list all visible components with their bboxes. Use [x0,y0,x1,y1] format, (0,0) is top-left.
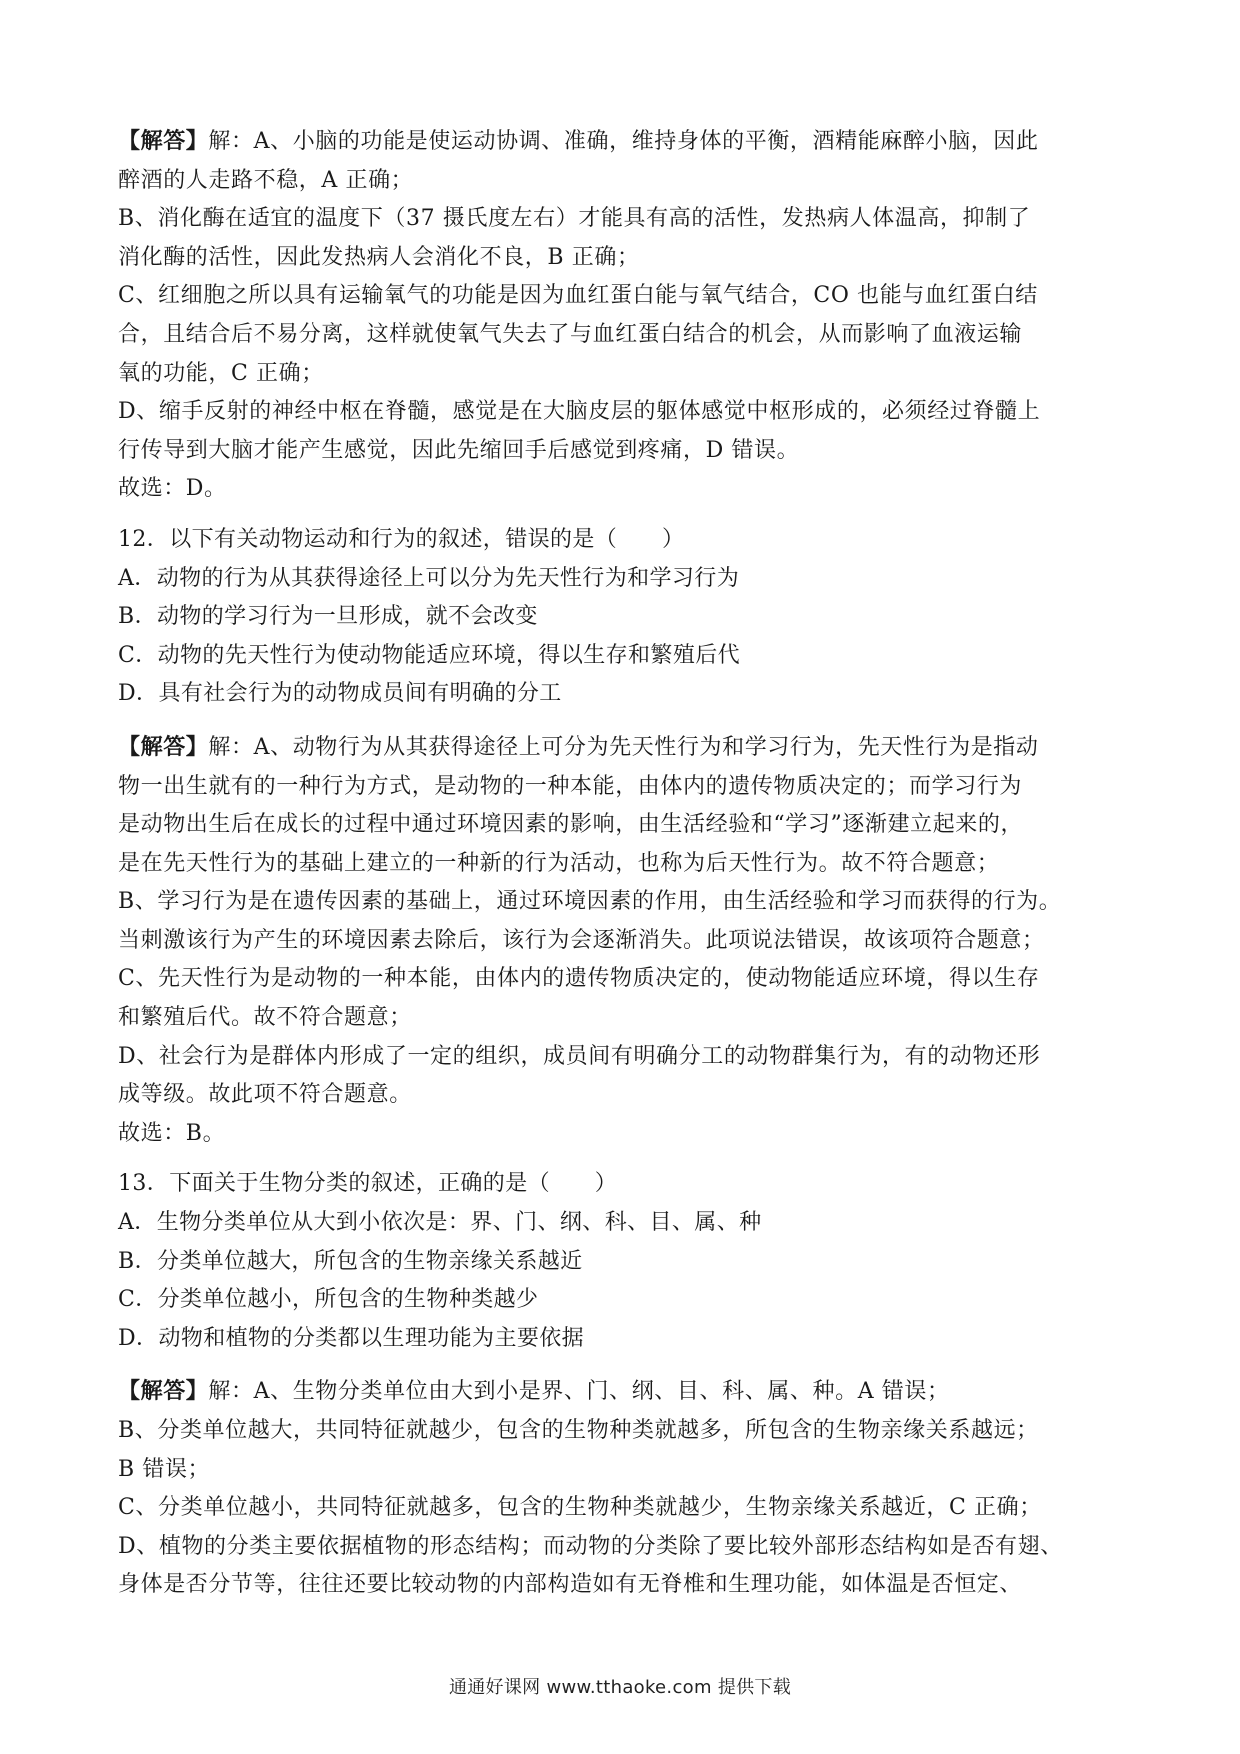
answer-line: 行传导到大脑才能产生感觉，因此先缩回手后感觉到疼痛，D 错误。 [118,437,800,463]
answer-line: D、缩手反射的神经中枢在脊髓，感觉是在大脑皮层的躯体感觉中枢形成的，必须经过脊髓上 [118,399,1041,425]
answer-line: 【解答】解：A、动物行为从其获得途径上可分为先天性行为和学习行为，先天性行为是指动 [118,733,1039,760]
answer-line: 当刺激该行为产生的环境因素去除后，该行为会逐渐消失。此项说法错误，故该项符合题意； [118,927,1045,953]
answer-line: 成等级。故此项不符合题意。 [118,1082,412,1108]
answer-tag: 【解答】 [118,1378,209,1405]
question-option: C．动物的先天性行为使动物能适应环境，得以生存和繁殖后代 [118,642,741,668]
answer-line: 是动物出生后在成长的过程中通过环境因素的影响，由生活经验和“学习”逐渐建立起来的， [118,812,1024,838]
answer-line: 和繁殖后代。故不符合题意； [118,1005,412,1031]
answer-line: B、消化酶在适宜的温度下（37 摄氏度左右）才能具有高的活性，发热病人体温高，抑制了 [118,206,1031,232]
answer-line: 身体是否分节等，往往还要比较动物的内部构造如有无脊椎和生理功能，如体温是否恒定、 [118,1572,1023,1598]
answer-line: 【解答】解：A、生物分类单位由大到小是界、门、纲、目、科、属、种。A 错误； [118,1378,950,1405]
answer-tag: 【解答】 [118,128,209,154]
answer-line: B、分类单位越大，共同特征就越少，包含的生物种类就越多，所包含的生物亲缘关系越远； [118,1418,1039,1443]
answer-line: C、分类单位越小，共同特征就越多，包含的生物种类就越少，生物亲缘关系越近，C 正确； [118,1495,1042,1521]
question-stem: 13．下面关于生物分类的叙述，正确的是（ ） [118,1171,618,1197]
answer-line: 【解答】解：A、小脑的功能是使运动协调、准确，维持身体的平衡，酒精能麻醉小脑，因此 [118,128,1039,154]
question-option: D．具有社会行为的动物成员间有明确的分工 [118,681,562,707]
answer-line: 是在先天性行为的基础上建立的一种新的行为活动，也称为后天性行为。故不符合题意； [118,850,1000,876]
answer-choice-line: 故选：B。 [118,1120,226,1146]
page-footer: 通通好课网 www.tthaoke.com 提供下载 [448,1677,792,1698]
answer-13 [118,1372,1122,1605]
answer-line: C、红细胞之所以具有运输氧气的功能是因为血红蛋白能与氧气结合，CO 也能与血红蛋白结 [118,283,1038,309]
question-option: C．分类单位越小，所包含的生物种类越少 [118,1287,539,1313]
answer-line: 醉酒的人走路不稳，A 正确； [118,167,414,193]
answer-line: 合，且结合后不易分离，这样就使氧气失去了与血红蛋白结合的机会，从而影响了血液运输 [118,321,1023,347]
answer-12 [118,728,1122,1154]
answer-line: C、先天性行为是动物的一种本能，由体内的遗传物质决定的，使动物能适应环境，得以生存 [118,966,1040,992]
question-13 [118,1165,1122,1358]
question-option: D．动物和植物的分类都以生理功能为主要依据 [118,1325,585,1351]
question-option: B．分类单位越大，所包含的生物亲缘关系越近 [118,1248,583,1274]
question-stem: 12．以下有关动物运动和行为的叙述，错误的是（ ） [118,526,685,552]
answer-line: D、植物的分类主要依据植物的形态结构；而动物的分类除了要比较外部形态结构如是否有翅、 [118,1533,1063,1559]
answer-line: B 错误； [118,1456,211,1482]
question-12 [118,521,1122,714]
question-option: A．动物的行为从其获得途径上可以分为先天性行为和学习行为 [118,565,740,591]
answer-line: B、学习行为是在遗传因素的基础上，通过环境因素的作用，由生活经验和学习而获得的行为。 [118,889,1062,915]
question-option: B．动物的学习行为一旦形成，就不会改变 [118,604,538,630]
answer-line: D、社会行为是群体内形成了一定的组织，成员间有明确分工的动物群集行为，有的动物还形 [118,1043,1041,1069]
answer-line: 消化酶的活性，因此发热病人会消化不良，B 正确； [118,244,640,270]
answer-tag: 【解答】 [118,733,209,760]
answer-line: 氧的功能，C 正确； [118,360,324,386]
question-option: A．生物分类单位从大到小依次是：界、门、纲、科、目、属、种 [118,1210,762,1236]
answer-choice-line: 故选：D。 [118,476,227,502]
answer-11 [118,122,1122,509]
answer-line: 物一出生就有的一种行为方式，是动物的一种本能，由体内的遗传物质决定的；而学习行为 [118,773,1023,799]
